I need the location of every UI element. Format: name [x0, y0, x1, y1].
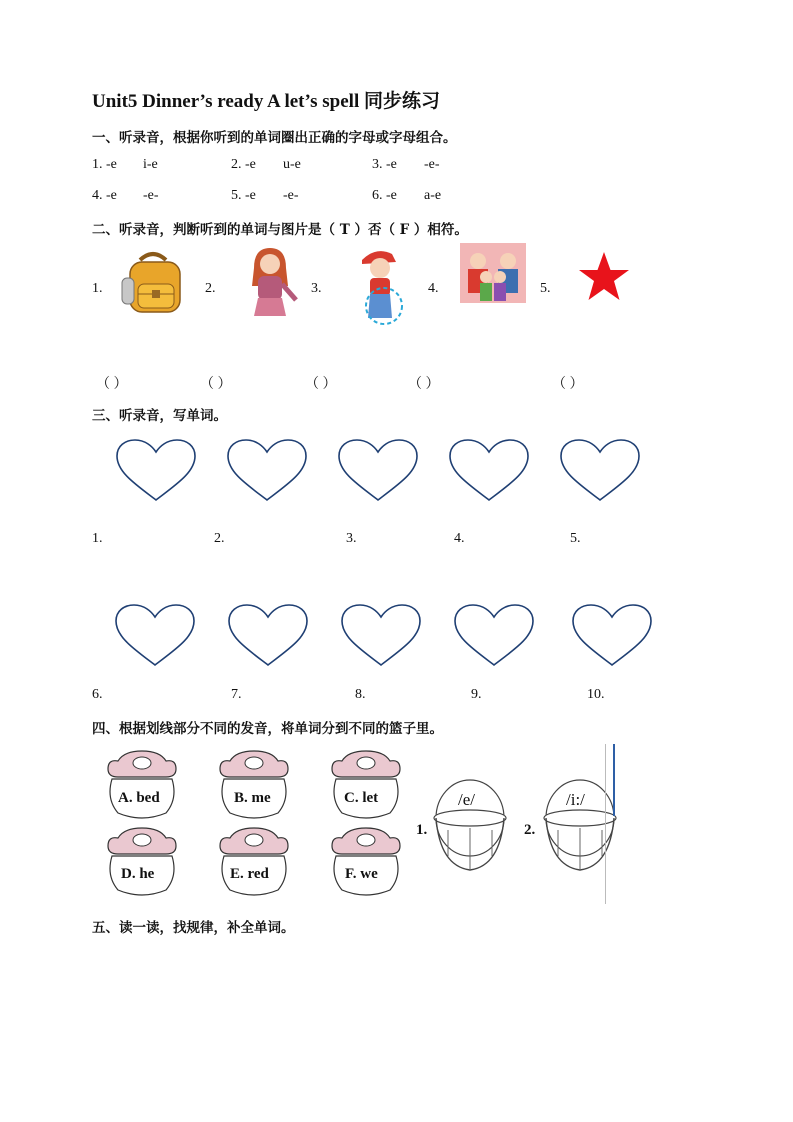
- s1-option[interactable]: u-e: [283, 157, 301, 172]
- s1-option[interactable]: -e-: [283, 188, 299, 203]
- s3-number: 7.: [231, 687, 242, 702]
- s1-item: 5. -e: [231, 188, 256, 203]
- heart-answer-box[interactable]: [559, 438, 641, 504]
- word-sack[interactable]: [104, 826, 180, 898]
- heart-answer-box[interactable]: [453, 603, 535, 669]
- section1-heading: 一、听录音，根据你听到的单词圈出正确的字母或字母组合。: [92, 130, 457, 146]
- sack-label: C. let: [344, 790, 379, 806]
- sack-label: A. bed: [118, 790, 160, 806]
- s3-number: 2.: [214, 531, 225, 546]
- s3-number: 10.: [587, 687, 605, 702]
- word-sack[interactable]: [216, 826, 292, 898]
- s1-option[interactable]: -e-: [424, 157, 440, 172]
- sack-label: D. he: [121, 866, 155, 882]
- page-title: Unit5 Dinner’s ready A let’s spell 同步练习: [92, 91, 440, 112]
- s2-number: 3.: [311, 281, 322, 296]
- s1-item: 6. -e: [372, 188, 397, 203]
- basket-sound: /i:/: [566, 790, 585, 809]
- answer-paren-3[interactable]: （ ）: [305, 377, 337, 392]
- basket-number: 1.: [416, 822, 428, 838]
- s1-item: 4. -e: [92, 188, 117, 203]
- s3-number: 1.: [92, 531, 103, 546]
- s1-item: 3. -e: [372, 157, 397, 172]
- heart-answer-box[interactable]: [114, 603, 196, 669]
- s1-option[interactable]: i-e: [143, 157, 158, 172]
- answer-paren-2[interactable]: （ ）: [200, 377, 232, 392]
- word-sack[interactable]: [216, 749, 292, 821]
- s2-number: 1.: [92, 281, 103, 296]
- word-sack[interactable]: [328, 749, 404, 821]
- star-icon: [576, 250, 632, 304]
- section3-heading: 三、听录音，写单词。: [92, 408, 227, 424]
- divider-line: [613, 744, 615, 816]
- answer-paren-4[interactable]: （ ）: [408, 377, 440, 392]
- s2-number: 4.: [428, 281, 439, 296]
- heart-answer-box[interactable]: [337, 438, 419, 504]
- basket-number: 2.: [524, 822, 536, 838]
- section5-heading: 五、读一读，找规律，补全单词。: [92, 920, 295, 936]
- section4-heading: 四、根据划线部分不同的发音，将单词分到不同的篮子里。: [92, 721, 443, 737]
- answer-paren-1[interactable]: （ ）: [96, 377, 128, 392]
- basket-sound: /e/: [458, 790, 475, 809]
- s1-item: 1. -e: [92, 157, 117, 172]
- heart-answer-box[interactable]: [448, 438, 530, 504]
- backpack-icon: [118, 250, 188, 316]
- boy-icon: [356, 244, 410, 326]
- sack-label: F. we: [345, 866, 378, 882]
- section2-heading: 二、听录音，判断听到的单词与图片是（ T ）否（ F ）相符。: [92, 222, 468, 238]
- heart-answer-box[interactable]: [226, 438, 308, 504]
- heart-answer-box[interactable]: [340, 603, 422, 669]
- answer-paren-5[interactable]: （ ）: [552, 377, 584, 392]
- heart-answer-box[interactable]: [227, 603, 309, 669]
- heart-answer-box[interactable]: [115, 438, 197, 504]
- s3-number: 9.: [471, 687, 482, 702]
- word-sack[interactable]: [328, 826, 404, 898]
- s3-number: 8.: [355, 687, 366, 702]
- family-icon: [460, 243, 526, 303]
- s2-number: 5.: [540, 281, 551, 296]
- girl-icon: [244, 246, 300, 318]
- divider-line: [605, 744, 606, 904]
- s2-number: 2.: [205, 281, 216, 296]
- word-sack[interactable]: [104, 749, 180, 821]
- s3-number: 5.: [570, 531, 581, 546]
- s1-option[interactable]: a-e: [424, 188, 442, 203]
- sack-label: E. red: [230, 866, 269, 882]
- sack-label: B. me: [234, 790, 271, 806]
- s1-option[interactable]: -e-: [143, 188, 159, 203]
- s3-number: 6.: [92, 687, 103, 702]
- heart-answer-box[interactable]: [571, 603, 653, 669]
- s3-number: 3.: [346, 531, 357, 546]
- s3-number: 4.: [454, 531, 465, 546]
- s1-item: 2. -e: [231, 157, 256, 172]
